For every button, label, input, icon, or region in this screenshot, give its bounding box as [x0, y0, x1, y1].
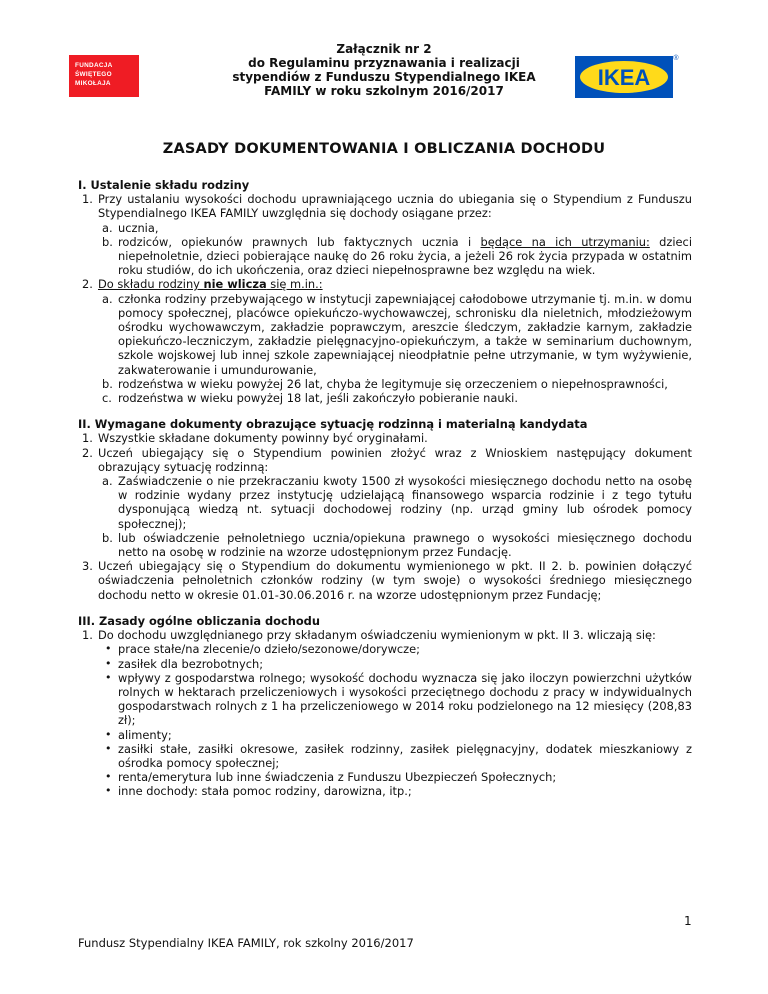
ikea-logo-text: IKEA — [597, 65, 651, 90]
bullet-text: prace stałe/na zlecenie/o dzieło/sezonowe/dorywcze; — [118, 642, 421, 657]
s2-item-2b-text: lub oświadczenie pełnoletniego ucznia/opiekuna prawnego o wysokości miesięcznego dochodu netto na osobę w rodzinie na wzorze udostępnionym przez Fundację. — [118, 530, 692, 560]
s2-item-1-marker: 1. — [82, 431, 93, 446]
s1-item-2a-marker: a. — [102, 291, 113, 306]
s2-item-2a-marker: a. — [102, 474, 113, 489]
s1-item-1b-text-cont: dzieci niepełnoletnie, dzieci pobierające naukę do 26 roku życia, a jeżeli 26 rok życia przypada w ostatnim roku studiów, do ich ukończenia, oraz dzieci niepełnosprawne bez względu na wiek. — [118, 234, 692, 278]
bullet-icon: • — [105, 770, 112, 784]
income-bullet — [78, 728, 692, 742]
income-bullet — [78, 742, 692, 770]
bullet-icon: • — [105, 642, 112, 656]
s2-item-1 — [78, 431, 692, 445]
s1-item-1 — [78, 192, 692, 220]
header-line-1: Załącznik nr 2 — [336, 42, 432, 56]
document-body — [78, 178, 692, 799]
s2-item-2b — [78, 531, 692, 559]
bullet-icon: • — [105, 727, 112, 741]
logo-line-3: MIKOŁAJA — [75, 80, 111, 87]
s1-item-2-part-2: się m.in.: — [266, 277, 323, 292]
s1-item-2b-text: rodzeństwa w wieku powyżej 26 lat, chyba że legitymuje się orzeczeniem o niepełnosprawności, — [118, 376, 668, 391]
s2-item-3-text: Uczeń ubiegający się o Stypendium do dokumentu wymienionego w pkt. II 2. b. powinien dołączyć oświadczenia pełnoletnich członków rodziny (w tym swoje) o wysokości średniego miesięcznego dochodu netto w okresie 01.01-30.06.2016 r. na wzorze udostępnionym przez Fundację; — [98, 559, 692, 602]
header-line-2: do Regulaminu przyznawania i realizacji — [248, 56, 520, 70]
s3-item-1-marker: 1. — [82, 628, 93, 643]
s1-item-1-marker: 1. — [82, 192, 93, 207]
s2-item-2-marker: 2. — [82, 445, 93, 460]
page-number: 1 — [684, 914, 692, 928]
s1-item-1b-text: rodziców, opiekunów prawnych lub faktycznych ucznia i — [118, 234, 481, 249]
logo-line-2: ŚWIĘTEGO — [75, 71, 112, 78]
ikea-logo — [575, 52, 679, 100]
income-bullet — [78, 770, 692, 784]
s2-item-2 — [78, 446, 692, 474]
s1-item-2a-text: członka rodziny przebywającego w instytucji zapewniającej całodobowe utrzymanie tj. m.in. w domu pomocy społecznej, placówce opiekuńczo-wychowawczej, schronisku dla nieletnich, młodzieżowym ośrodku wychowawczym, zakładzie poprawczym, areszcie śledczym, zakładzie karnym, zakładzie opiekuńczo-leczniczym, zakładzie pielęgnacyjno-opiekuńczym, a także w seminarium duchownym, szkole wojskowej lub innej szkole zapewniającej nieodpłatnie pełne utrzymanie, w tym wyżywienie, zakwaterowanie i umundurowanie, — [118, 291, 692, 377]
s2-item-2-text: Uczeń ubiegający się o Stypendium powinien złożyć wraz z Wnioskiem następujący dokument obrazujący sytuację rodzinną: — [98, 445, 692, 474]
bullet-text: renta/emerytura lub inne świadczenia z Funduszu Ubezpieczeń Społecznych; — [118, 770, 557, 785]
page-title: ZASADY DOKUMENTOWANIA I OBLICZANIA DOCHODU — [162, 141, 606, 157]
s1-item-2 — [78, 277, 692, 291]
s1-item-2b-marker: b. — [102, 376, 113, 391]
s1-item-1b-underlined: będące na ich utrzymaniu: — [480, 234, 650, 249]
s1-item-2-part-1: Do składu rodziny — [98, 277, 204, 292]
s2-item-2b-marker: b. — [102, 530, 113, 545]
bullet-text: zasiłek dla bezrobotnych; — [118, 656, 264, 671]
s1-item-2-bold: nie wlicza — [203, 277, 267, 292]
s1-item-2a — [78, 292, 692, 377]
s1-item-1a-marker: a. — [102, 220, 113, 235]
income-bullet — [78, 657, 692, 671]
logo-line-1: FUNDACJA — [75, 62, 113, 69]
s2-item-3 — [78, 559, 692, 602]
section-1-heading: I. Ustalenie składu rodziny — [78, 178, 250, 192]
s2-item-2a-text: Zaświadczenie o nie przekraczaniu kwoty 1500 zł wysokości miesięcznego dochodu netto na osobę w rodzinie wydany przez instytucję udzielającą finansowego wsparcia rodzinie i z tego tytułu dysponującą wiedzą nt. sytuacji dochodowej rodziny (np. urząd gminy lub ośrodek pomocy społecznej); — [118, 474, 692, 531]
bullet-icon: • — [105, 741, 112, 755]
s1-item-1a — [78, 221, 692, 235]
s3-item-1 — [78, 628, 692, 642]
registered-mark: ® — [673, 55, 679, 62]
s1-item-1b — [78, 235, 692, 278]
s1-item-2b — [78, 377, 692, 391]
page-footer: Fundusz Stypendialny IKEA FAMILY, rok szkolny 2016/2017 — [78, 936, 414, 950]
s1-item-1a-text: ucznia, — [118, 220, 159, 235]
bullet-icon: • — [105, 784, 112, 798]
income-bullet — [78, 642, 692, 656]
header-line-4: FAMILY w roku szkolnym 2016/2017 — [264, 84, 504, 98]
s1-item-2c — [78, 391, 692, 405]
s3-item-1-text: Do dochodu uwzględnianego przy składanym oświadczeniu wymienionym w pkt. II 3. wliczają się: — [98, 628, 656, 643]
annex-header — [150, 42, 618, 98]
s2-item-2a — [78, 474, 692, 531]
s1-item-2c-text: rodzeństwa w wieku powyżej 18 lat, jeśli zakończyło pobieranie nauki. — [118, 391, 518, 406]
s1-item-2-text — [98, 277, 323, 291]
s2-item-3-marker: 3. — [82, 559, 93, 574]
bullet-text: inne dochody: stała pomoc rodziny, darowizna, itp.; — [118, 784, 412, 799]
header-line-3: stypendiów z Funduszu Stypendialnego IKEA — [232, 70, 536, 84]
s1-item-2c-marker: c. — [102, 391, 112, 406]
s1-item-2-marker: 2. — [82, 277, 93, 292]
income-bullet — [78, 784, 692, 798]
s1-item-1-text: Przy ustalaniu wysokości dochodu uprawniającego ucznia do ubiegania się o Stypendium z Funduszu Stypendialnego IKEA FAMILY uwzględnia się dochody osiągane przez: — [98, 192, 692, 221]
s2-item-1-text: Wszystkie składane dokumenty powinny być oryginałami. — [98, 431, 428, 446]
bullet-text: alimenty; — [118, 727, 172, 742]
bullet-text: zasiłki stałe, zasiłki okresowe, zasiłek rodzinny, zasiłek pielęgnacyjny, dodatek mieszkaniowy z ośrodka pomocy społecznej; — [118, 741, 692, 770]
bullet-text: wpływy z gospodarstwa rolnego; wysokość dochodu wyznacza się jako iloczyn powierzchni użytków rolnych w hektarach przeliczeniowych i wysokości przeciętnego dochodu z pracy w indywidualnych gospodarstwach rolnych z 1 ha przeliczeniowego w 2014 roku podzielonego na 12 miesięcy (208,83 zł); — [118, 670, 692, 728]
section-3-heading: III. Zasady ogólne obliczania dochodu — [78, 613, 320, 628]
s1-item-1b-marker: b. — [102, 234, 113, 249]
fundacja-logo — [69, 55, 139, 97]
section-2-heading: II. Wymagane dokumenty obrazujące sytuację rodzinną i materialną kandydata — [78, 417, 588, 432]
income-bullet — [78, 671, 692, 728]
bullet-icon: • — [105, 670, 112, 684]
bullet-icon: • — [105, 656, 112, 670]
